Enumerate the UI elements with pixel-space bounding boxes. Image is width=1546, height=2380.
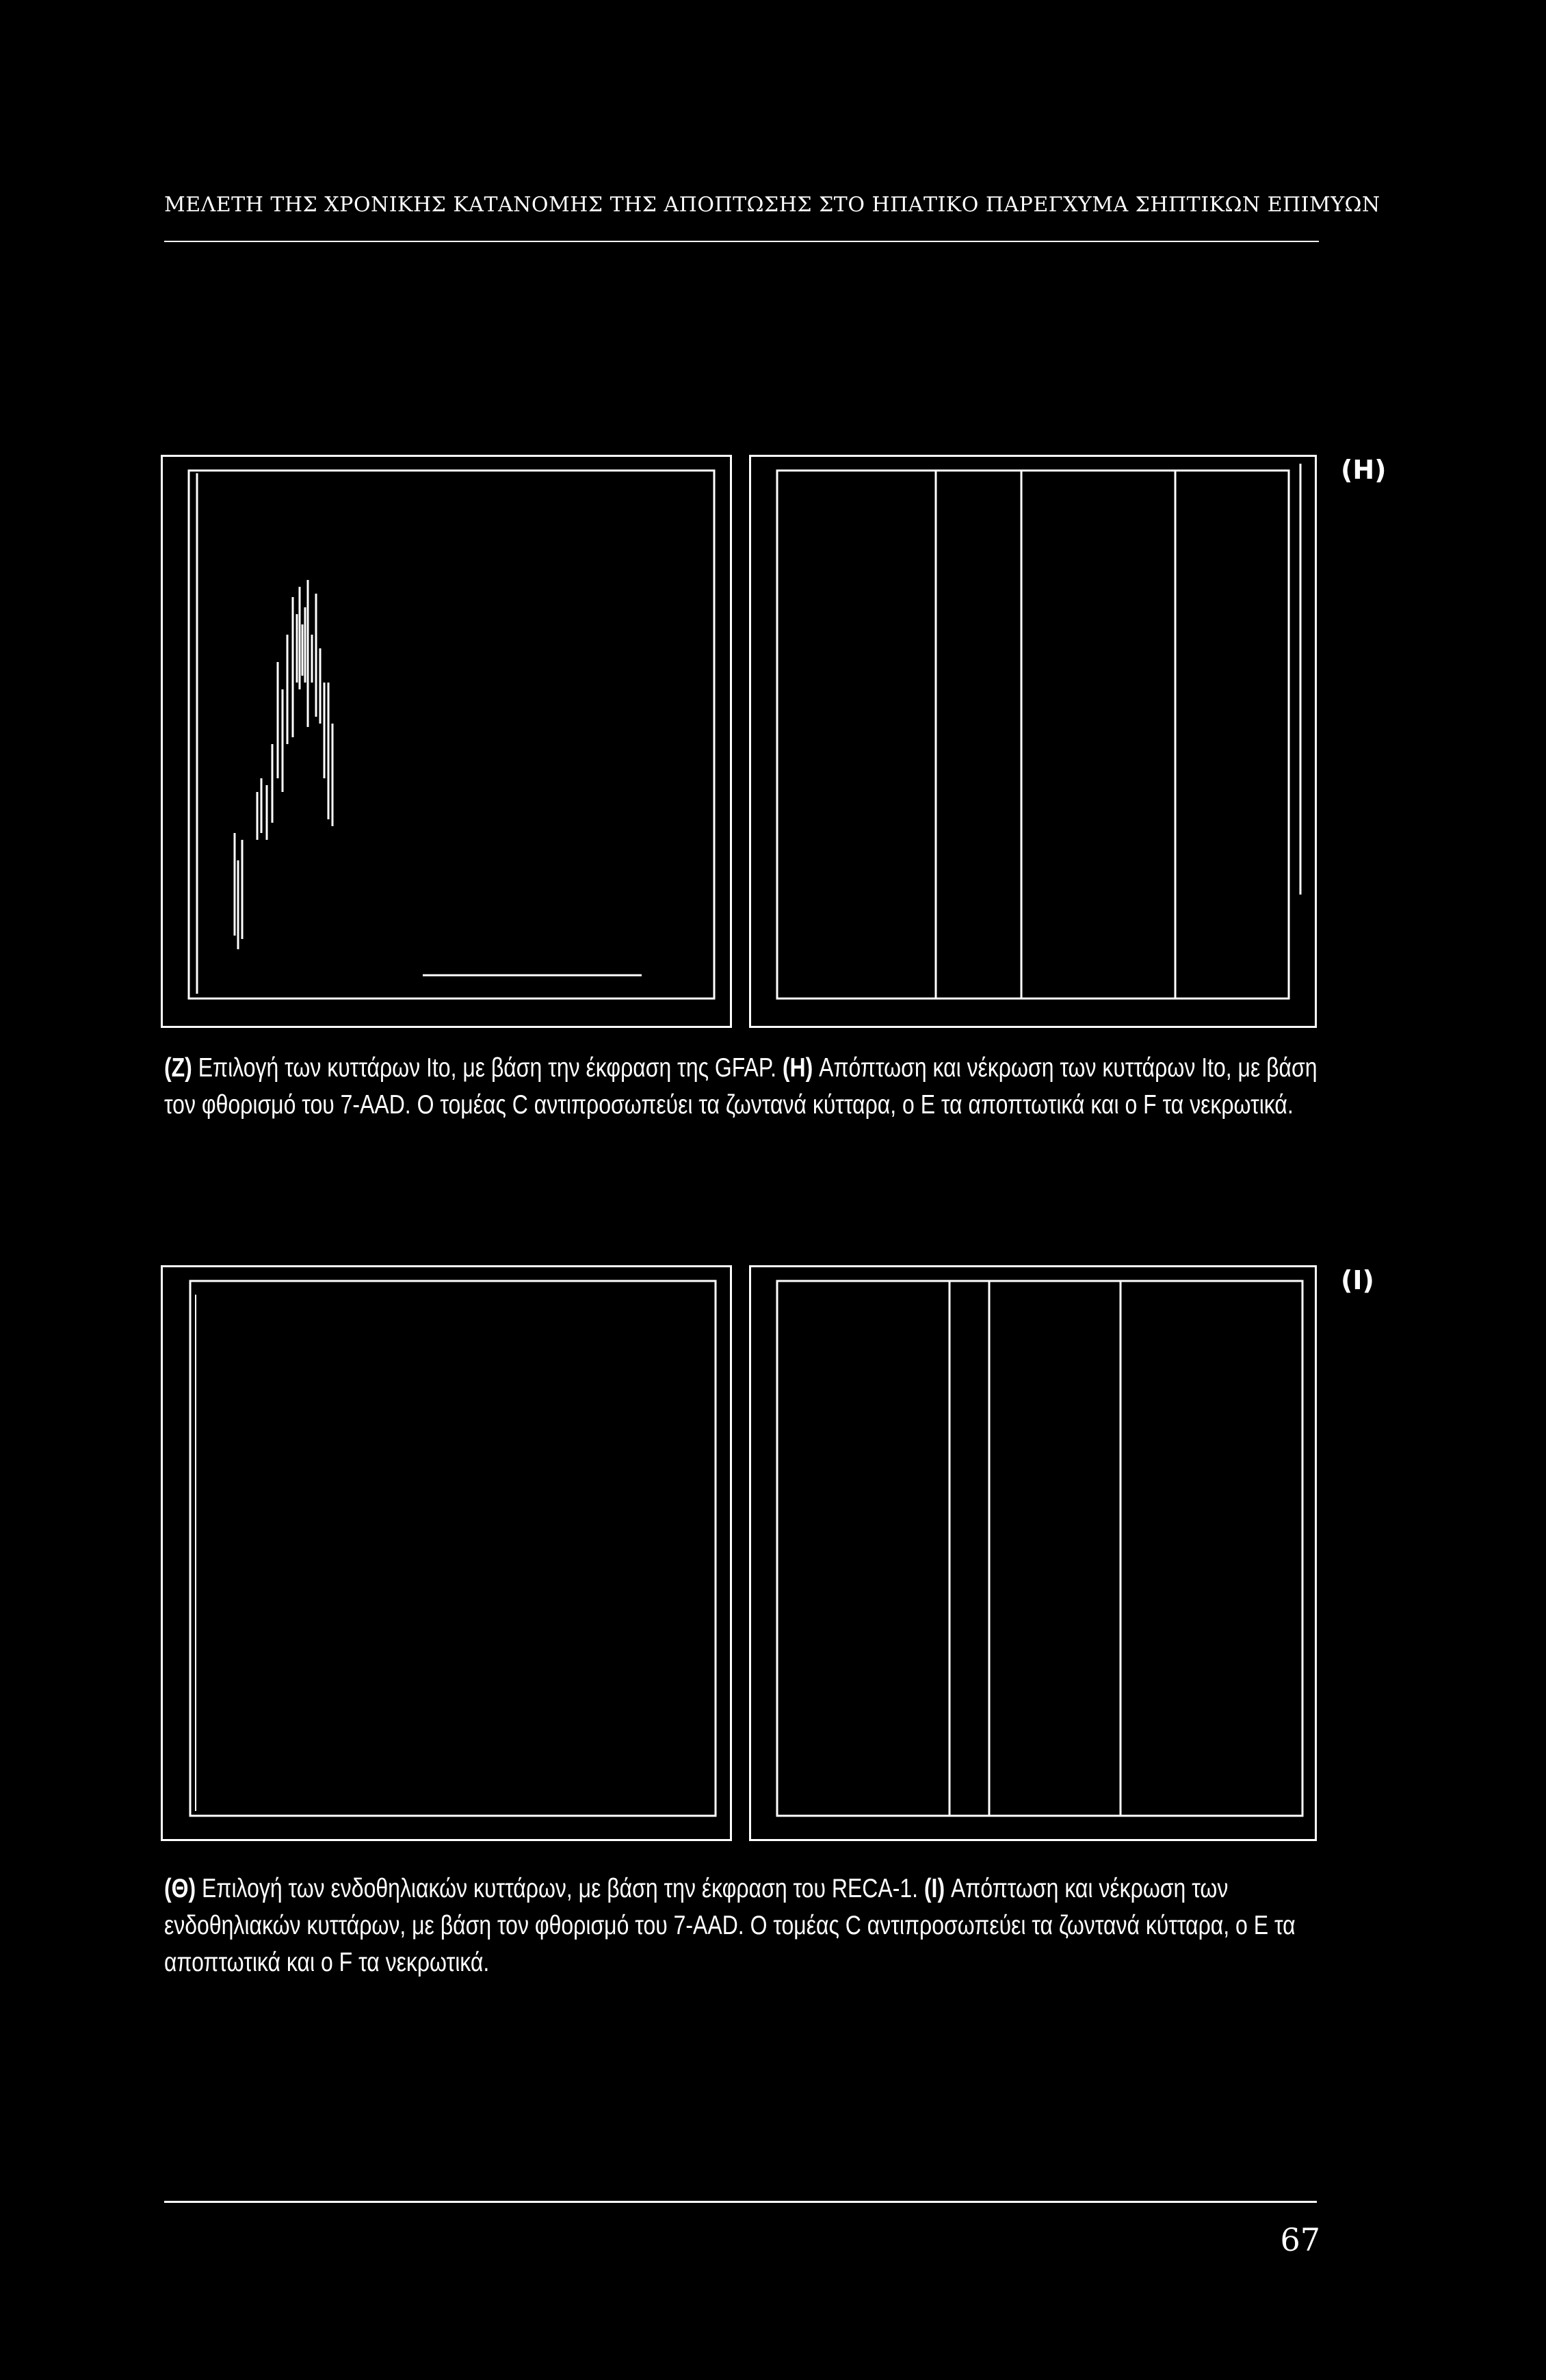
7aad-sector-plot — [751, 457, 1315, 1026]
histogram-bars — [197, 473, 642, 994]
figure-label-i: (I) — [1341, 1265, 1374, 1295]
panel-i-7aad-plot — [749, 1265, 1317, 1841]
caption-tag-theta: (Θ) — [164, 1874, 196, 1903]
caption-text-z: Επιλογή των κυττάρων Ito, με βάση την έκφραση της GFAP. — [192, 1053, 783, 1083]
panel-h-7aad-plot — [749, 455, 1317, 1028]
7aad-sector-plot-i — [751, 1267, 1315, 1839]
running-header: ΜΕΛΕΤΗ ΤΗΣ ΧΡΟΝΙΚΗΣ ΚΑΤΑΝΟΜΗΣ ΤΗΣ ΑΠΟΠΤΩΣΗΣ ΣΤΟ ΗΠΑΤΙΚΟ ΠΑΡΕΓΧΥΜΑ ΣΗΠΤΙΚΩΝ ΕΠΙΜΥΩΝ — [164, 193, 1380, 217]
caption-tag-i: (I) — [923, 1874, 945, 1903]
sector-gates — [936, 464, 1300, 999]
header-rule — [164, 241, 1319, 242]
sector-gates-i — [949, 1281, 1121, 1816]
page-number: 67 — [1280, 2221, 1320, 2258]
caption-text-h: Απόπτωση και νέκρωση των κυττάρων Ito, με βάση τον φθορισμό του 7-AAD. Ο τομέας C αντιπροσωπεύει τα ζωντανά κύτταρα, ο E τα αποπτωτικά και ο F τα νεκρωτικά. — [164, 1053, 1318, 1120]
figure-label-h: (H) — [1341, 455, 1387, 485]
caption-theta-i — [164, 1870, 1319, 1981]
histogram-plot — [163, 457, 730, 1026]
panel-theta-reca1-plot — [161, 1265, 732, 1841]
caption-tag-z: (Z) — [164, 1053, 192, 1083]
caption-text-i: Απόπτωση και νέκρωση των ενδοθηλιακών κυττάρων, με βάση τον φθορισμό του 7-AAD. Ο τομέας C αντιπροσωπεύει τα ζωντανά κύτταρα, ο E τα αποπτωτικά και ο F τα νεκρωτικά. — [164, 1874, 1296, 1977]
footer-rule — [164, 2201, 1317, 2203]
reca1-plot — [163, 1267, 730, 1839]
caption-z-h — [164, 1050, 1319, 1124]
caption-text-theta: Επιλογή των ενδοθηλιακών κυττάρων, με βάση την έκφραση του RECA-1. — [196, 1874, 924, 1903]
caption-tag-h: (H) — [782, 1053, 813, 1083]
panel-z-gfap-histogram — [161, 455, 732, 1028]
